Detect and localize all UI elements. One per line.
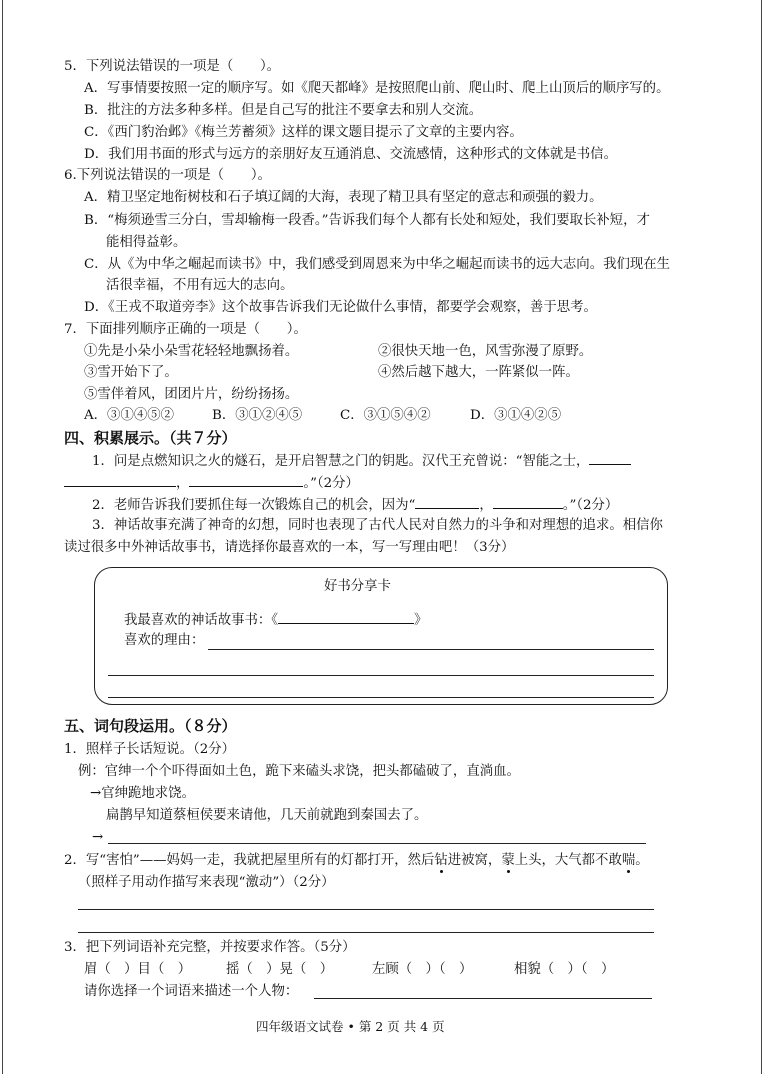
card-book-input[interactable] bbox=[278, 610, 414, 624]
card-title: 好书分享卡 bbox=[324, 579, 391, 594]
s4-q1-blank-1-cont[interactable] bbox=[64, 473, 176, 487]
s4-q1-sep: ， bbox=[176, 476, 190, 491]
page-left-border bbox=[2, 0, 3, 1074]
s5-q2-text: 2．写“害怕”——妈妈一走，我就把屋里所有的灯都打开，然后 bbox=[64, 853, 435, 868]
s4-q2-text: 2．老师告诉我们要抓住每一次锻炼自己的机会，因为“ bbox=[92, 498, 416, 513]
s5-q1-stem: 1．照样子长话短说。（2分） bbox=[64, 742, 236, 757]
s5-q1-answer-line[interactable] bbox=[108, 843, 646, 844]
s5-example-answer: →官绅跪地求饶。 bbox=[90, 786, 195, 801]
s5-q2-end: 。 bbox=[635, 853, 649, 868]
s5-q3-stem: 3．把下列词语补充完整，并按要求作答。（5分） bbox=[64, 940, 356, 955]
q6-option-b-cont: 能相得益彰。 bbox=[106, 235, 187, 250]
s5-q1-example bbox=[78, 763, 520, 781]
q6-option-a: A．精卫坚定地衔树枝和石子填辽阔的大海，表现了精卫具有坚定的意志和顽强的毅力。 bbox=[84, 190, 603, 205]
s4-q2-line bbox=[92, 495, 618, 515]
card-reason-label: 喜欢的理由： bbox=[124, 633, 205, 648]
s5-q3-idiom-4: 相貌（ ）（ ） bbox=[514, 962, 615, 977]
card-book-row bbox=[124, 610, 427, 630]
s5-q2-text-2: 进被窝， bbox=[447, 853, 502, 868]
page-right-border bbox=[761, 0, 762, 1074]
q7-option-b: B．③①②④⑤ bbox=[212, 408, 303, 423]
s4-q2-end: 。”（2分） bbox=[562, 498, 619, 513]
q7-sentence-3: ③雪开始下了。 bbox=[84, 365, 178, 380]
s4-q2-sep: ， bbox=[479, 498, 493, 513]
q7-option-c: C．③①⑤④② bbox=[340, 408, 431, 423]
s5-q2-line bbox=[64, 852, 649, 870]
s4-q1-line2 bbox=[64, 473, 359, 493]
s5-q2-answer-line-1[interactable] bbox=[78, 909, 654, 910]
q6-option-d: D．《王戎不取道旁李》这个故事告诉我们无论做什么事情，都要学会观察，善于思考。 bbox=[84, 300, 597, 315]
q5-stem: 5．下列说法错误的一项是（ ）。 bbox=[64, 59, 281, 74]
s5-q3-answer-line[interactable] bbox=[314, 998, 652, 999]
s4-q3-line1: 3．神话故事充满了神奇的幻想，同时也表现了古代人民对自然力的斗争和对理想的追求。相信你 bbox=[92, 518, 663, 533]
q7-sentence-2: ②很快天地一色，风雪弥漫了原野。 bbox=[378, 344, 593, 359]
s4-q3-line2: 读过很多中外神话故事书，请选择你最喜欢的一本，写一写理由吧！（3分） bbox=[64, 540, 515, 555]
s5-q3-idiom-1: 眉（ ）目（ ） bbox=[84, 962, 192, 977]
s5-q1-task: 扁鹊早知道蔡桓侯要来请他，几天前就跑到秦国去了。 bbox=[106, 808, 428, 823]
card-book-end: 》 bbox=[414, 613, 428, 628]
q6-option-b: B．“梅须逊雪三分白，雪却输梅一段香。”告诉我们每个人都有长处和短处，我们要取长补短，才 bbox=[84, 213, 650, 228]
q5-option-c: C．《西门豹治邺》《梅兰芳蓄须》这样的课文题目提示了文章的主要内容。 bbox=[84, 125, 523, 140]
s5-q2-answer-line-2[interactable] bbox=[78, 932, 654, 933]
card-book-label: 我最喜欢的神话故事书：《 bbox=[124, 613, 278, 628]
q5-option-b: B．批注的方法多种多样。但是自己写的批注不要拿去和别人交流。 bbox=[84, 103, 483, 118]
s5-q3-idiom-3: 左顾（ ）（ ） bbox=[372, 962, 473, 977]
s4-q1-end: 。”（2分） bbox=[303, 476, 359, 491]
q5-option-d: D．我们用书面的形式与远方的亲朋好友互通消息、交流感情，这种形式的文体就是书信。 bbox=[84, 147, 617, 162]
card-reason-line-1[interactable] bbox=[208, 649, 654, 650]
q5-option-a: A．写事情要按照一定的顺序写。如《爬天都峰》是按照爬山前、爬山时、爬上山顶后的顺序写的。 bbox=[84, 81, 670, 96]
q7-stem: 7．下面排列顺序正确的一项是（ ）。 bbox=[64, 322, 307, 337]
q7-sentence-4: ④然后越下越大，一阵紧似一阵。 bbox=[378, 365, 579, 380]
s5-q3-task: 请你选择一个词语来描述一个人物： bbox=[84, 984, 299, 999]
q7-sentence-1: ①先是小朵小朵雪花轻轻地飘扬着。 bbox=[84, 344, 299, 359]
card-reason-line-2[interactable] bbox=[108, 675, 654, 676]
s5-q1-arrow: → bbox=[92, 830, 104, 845]
s4-q2-blank-2[interactable] bbox=[493, 495, 563, 509]
s5-q2-text-3: 上头，大气都不敢 bbox=[514, 853, 622, 868]
s5-q3-idiom-2: 摇（ ）晃（ ） bbox=[226, 962, 334, 977]
q6-stem: 6.下列说法错误的一项是（ ）。 bbox=[64, 168, 271, 183]
card-reason-line-3[interactable] bbox=[108, 697, 654, 698]
s5-q2-note: （照样子用动作描写来表现“激动”）（2分） bbox=[78, 875, 335, 890]
s5-example-label: 例： bbox=[78, 764, 105, 779]
s4-q1-text: 1．问是点燃知识之火的燧石，是开启智慧之门的钥匙。汉代王充曾说：“智能之士， bbox=[92, 454, 590, 469]
q7-option-a: A．③①④⑤② bbox=[84, 408, 175, 423]
s4-q1-blank-2[interactable] bbox=[189, 473, 303, 487]
q7-option-d: D．③①④②⑤ bbox=[470, 408, 562, 423]
section-4-title: 四、积累展示。（共７分） bbox=[64, 429, 237, 447]
q7-sentence-5: ⑤雪伴着风，团团片片，纷纷扬扬。 bbox=[84, 387, 299, 402]
page-footer: 四年级语文试卷 • 第 2 页 共 4 页 bbox=[256, 1019, 445, 1034]
s5-q2-verb-1: 钻 bbox=[434, 853, 448, 868]
s4-q1-line1 bbox=[92, 451, 631, 471]
s5-q2-verb-3: 喘 bbox=[621, 853, 636, 868]
section-5-title: 五、词句段运用。（８分） bbox=[64, 717, 237, 735]
s4-q2-blank-1[interactable] bbox=[415, 495, 479, 509]
s5-q2-verb-2: 蒙 bbox=[501, 853, 515, 868]
q6-option-c-cont: 活很幸福，不用有远大的志向。 bbox=[106, 278, 294, 293]
q6-option-c: C．从《为中华之崛起而读书》中，我们感受到周恩来为中华之崛起而读书的远大志向。我们现在生 bbox=[84, 257, 671, 272]
s5-example-text: 官绅一个个吓得面如土色，跪下来磕头求饶，把头都磕破了，直淌血。 bbox=[104, 764, 520, 779]
s4-q1-blank-1[interactable] bbox=[589, 451, 631, 465]
